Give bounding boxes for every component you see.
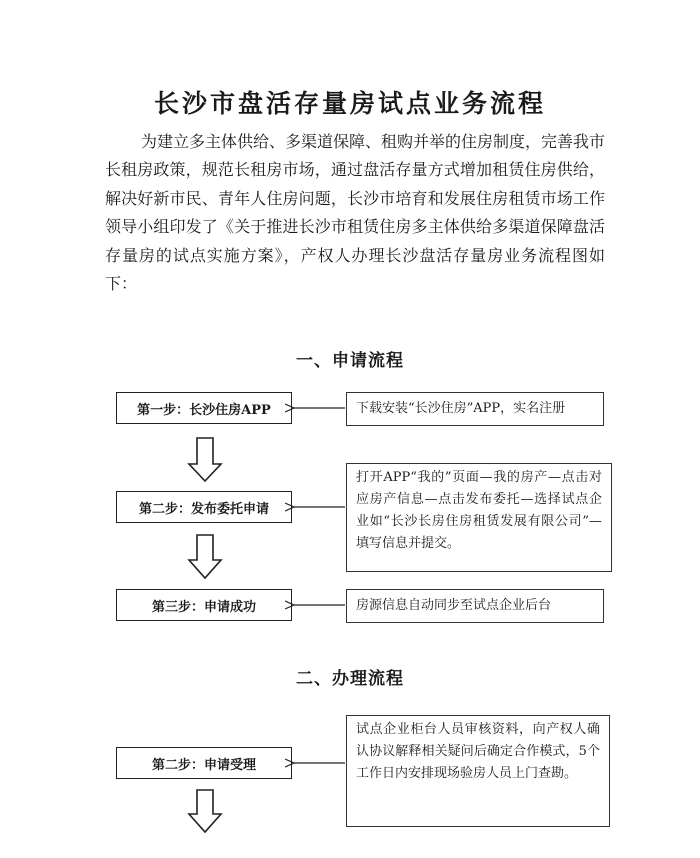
note-submit-entrustment: 打开APP“我的”页面—我的房产—点击对应房产信息—点击发布委托—选择试点企业如“长沙长房住房租赁发展有限公司”—填写信息并提交。 [346, 463, 612, 572]
note-success: 房源信息自动同步至试点企业后台 [346, 589, 604, 623]
down-arrow-2 [189, 535, 221, 578]
down-arrow-1 [189, 438, 221, 481]
note-accept: 试点企业柜台人员审核资料，向产权人确认协议解释相关疑问后确定合作模式，5个工作日内安排现场验房人员上门查勘。 [346, 715, 610, 827]
document-title: 长沙市盘活存量房试点业务流程 [153, 89, 546, 118]
note-app: 下载安装“长沙住房”APP，实名注册 [346, 392, 604, 426]
intro-paragraph: 为建立多主体供给、多渠道保障、租购并举的住房制度，完善我市长租房政策，规范长租房市场，通过盘活存量方式增加租赁住房供给，解决好新市民、青年人住房问题，长沙市培育和发展住房租赁市场工作领导小组印发了《关于推进长沙市租赁住房多主体供给多渠道保障盘活存量房的试点实施方案》，产权人办理长沙盘活存量房业务流程图如下： [105, 132, 606, 294]
section-heading-processing: 二、办理流程 [296, 669, 404, 689]
section-heading-application: 一、申请流程 [296, 351, 404, 371]
step-success: 第三步：申请成功 [116, 589, 292, 621]
step-accept: 第二步：申请受理 [116, 747, 292, 779]
step-submit-entrustment: 第二步：发布委托申请 [116, 491, 292, 523]
down-arrow-3 [189, 790, 221, 832]
step-app: 第一步：长沙住房APP [116, 392, 292, 424]
